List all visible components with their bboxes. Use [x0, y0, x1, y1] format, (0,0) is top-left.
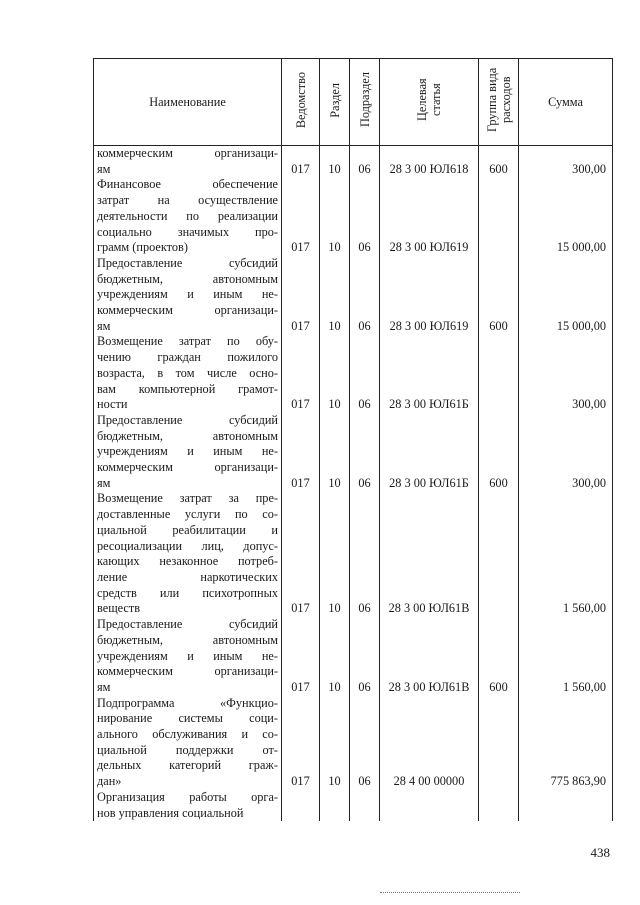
name-line: нов управления социальной [97, 805, 244, 820]
row-podrazdel [350, 790, 380, 821]
name-line: социально значимых про- [97, 224, 278, 239]
row-name [94, 177, 282, 256]
row-razdel: 10 [320, 617, 350, 696]
name-line: ресоциализации лиц, допус- [97, 538, 278, 553]
name-line: вам компьютерной грамот- [97, 381, 278, 396]
row-celevaya: 28 3 00 ЮЛ61В [380, 491, 479, 617]
row-vedomstvo: 017 [282, 177, 320, 256]
name-line: веществ [97, 601, 141, 616]
table-row [94, 696, 613, 790]
row-gruppa: 600 [479, 146, 519, 178]
row-name [94, 334, 282, 413]
row-summa [519, 790, 613, 821]
row-summa: 15 000,00 [519, 177, 613, 256]
row-celevaya [380, 790, 479, 821]
name-line: нирование системы соци- [97, 711, 278, 726]
row-vedomstvo: 017 [282, 696, 320, 790]
name-line: ям [97, 679, 111, 694]
table-row [94, 413, 613, 492]
row-gruppa [479, 334, 519, 413]
name-line: Предоставление субсидий [97, 617, 278, 632]
table-row [94, 334, 613, 413]
row-razdel: 10 [320, 696, 350, 790]
name-line: бюджетным, автономным [97, 428, 278, 443]
row-celevaya: 28 3 00 ЮЛ619 [380, 256, 479, 335]
row-summa: 775 863,90 [519, 696, 613, 790]
name-line: затрат на осуществление [97, 193, 278, 208]
name-line: Предоставление субсидий [97, 255, 278, 270]
name-line: доставленные услуги по со- [97, 507, 278, 522]
row-name [94, 491, 282, 617]
table-row [94, 790, 613, 821]
row-celevaya: 28 3 00 ЮЛ618 [380, 146, 479, 178]
row-vedomstvo: 017 [282, 334, 320, 413]
name-line: средств или психотропных [97, 585, 278, 600]
name-line: циальной реабилитации и [97, 522, 278, 537]
row-summa: 15 000,00 [519, 256, 613, 335]
row-razdel: 10 [320, 146, 350, 178]
row-razdel: 10 [320, 491, 350, 617]
row-gruppa [479, 790, 519, 821]
row-gruppa: 600 [479, 617, 519, 696]
row-podrazdel: 06 [350, 696, 380, 790]
name-line: дан» [97, 774, 122, 789]
table-row [94, 177, 613, 256]
row-name [94, 256, 282, 335]
header-summa: Сумма [519, 59, 613, 146]
table-row [94, 617, 613, 696]
name-line: грамм (проектов) [97, 240, 188, 255]
row-name [94, 413, 282, 492]
row-summa: 1 560,00 [519, 617, 613, 696]
name-line: циальной поддержки от- [97, 742, 278, 757]
header-razdel: Раздел [320, 59, 350, 146]
name-line: ального обслуживания и со- [97, 727, 278, 742]
row-summa: 1 560,00 [519, 491, 613, 617]
budget-table [93, 58, 613, 821]
row-podrazdel: 06 [350, 146, 380, 178]
name-line: дельных категорий граж- [97, 758, 278, 773]
row-podrazdel: 06 [350, 413, 380, 492]
name-line: коммерческим организаци- [97, 146, 278, 160]
name-line: Возмещение затрат по обу- [97, 334, 278, 349]
name-line: учреждениям и иным не- [97, 444, 278, 459]
name-line: ям [97, 475, 111, 490]
row-razdel: 10 [320, 334, 350, 413]
page-number: 438 [590, 845, 610, 860]
name-line: Подпрограмма «Функцио- [97, 695, 278, 710]
header-name: Наименование [94, 59, 282, 146]
row-summa: 300,00 [519, 146, 613, 178]
name-line: ности [97, 397, 128, 412]
row-celevaya: 28 3 00 ЮЛ61Б [380, 334, 479, 413]
header-vedomstvo: Ведомство [282, 59, 320, 146]
row-name [94, 146, 282, 178]
row-celevaya: 28 4 00 00000 [380, 696, 479, 790]
name-line: коммерческим организаци- [97, 303, 278, 318]
row-summa: 300,00 [519, 334, 613, 413]
row-vedomstvo: 017 [282, 491, 320, 617]
row-celevaya: 28 3 00 ЮЛ61В [380, 617, 479, 696]
name-line: ление наркотических [97, 569, 278, 584]
row-vedomstvo: 017 [282, 256, 320, 335]
row-gruppa: 600 [479, 256, 519, 335]
name-line: ям [97, 161, 111, 176]
header-celevaya: Целевая статья [380, 59, 479, 146]
row-gruppa [479, 491, 519, 617]
row-gruppa: 600 [479, 413, 519, 492]
row-celevaya: 28 3 00 ЮЛ61Б [380, 413, 479, 492]
table-row [94, 256, 613, 335]
row-celevaya: 28 3 00 ЮЛ619 [380, 177, 479, 256]
row-podrazdel: 06 [350, 617, 380, 696]
row-vedomstvo: 017 [282, 146, 320, 178]
row-podrazdel: 06 [350, 491, 380, 617]
name-line: Предоставление субсидий [97, 412, 278, 427]
name-line: ям [97, 318, 111, 333]
name-line: учреждениям и иным не- [97, 287, 278, 302]
row-razdel: 10 [320, 256, 350, 335]
row-name [94, 617, 282, 696]
row-gruppa [479, 696, 519, 790]
name-line: учреждениям и иным не- [97, 648, 278, 663]
row-podrazdel: 06 [350, 177, 380, 256]
row-podrazdel: 06 [350, 334, 380, 413]
name-line: бюджетным, автономным [97, 271, 278, 286]
table-row [94, 146, 613, 178]
row-name [94, 790, 282, 821]
row-gruppa [479, 177, 519, 256]
row-vedomstvo: 017 [282, 413, 320, 492]
name-line: чению граждан пожилого [97, 350, 278, 365]
name-line: возраста, в том числе осно- [97, 365, 278, 380]
name-line: кающих незаконное потреб- [97, 554, 278, 569]
name-line: Финансовое обеспечение [97, 177, 278, 192]
row-razdel [320, 790, 350, 821]
row-razdel: 10 [320, 413, 350, 492]
header-podrazdel: Подраздел [350, 59, 380, 146]
name-line: коммерческим организаци- [97, 460, 278, 475]
name-line: бюджетным, автономным [97, 632, 278, 647]
row-summa: 300,00 [519, 413, 613, 492]
name-line: деятельности по реализации [97, 208, 278, 223]
header-gruppa: Группа вида расходов [479, 59, 519, 146]
row-podrazdel: 06 [350, 256, 380, 335]
row-name [94, 696, 282, 790]
row-vedomstvo [282, 790, 320, 821]
name-line: Организация работы орга- [97, 789, 278, 804]
row-vedomstvo: 017 [282, 617, 320, 696]
scan-artifact [380, 892, 520, 895]
row-razdel: 10 [320, 177, 350, 256]
name-line: Возмещение затрат за пре- [97, 491, 278, 506]
header-row [94, 59, 613, 146]
table-row [94, 491, 613, 617]
name-line: коммерческим организаци- [97, 664, 278, 679]
